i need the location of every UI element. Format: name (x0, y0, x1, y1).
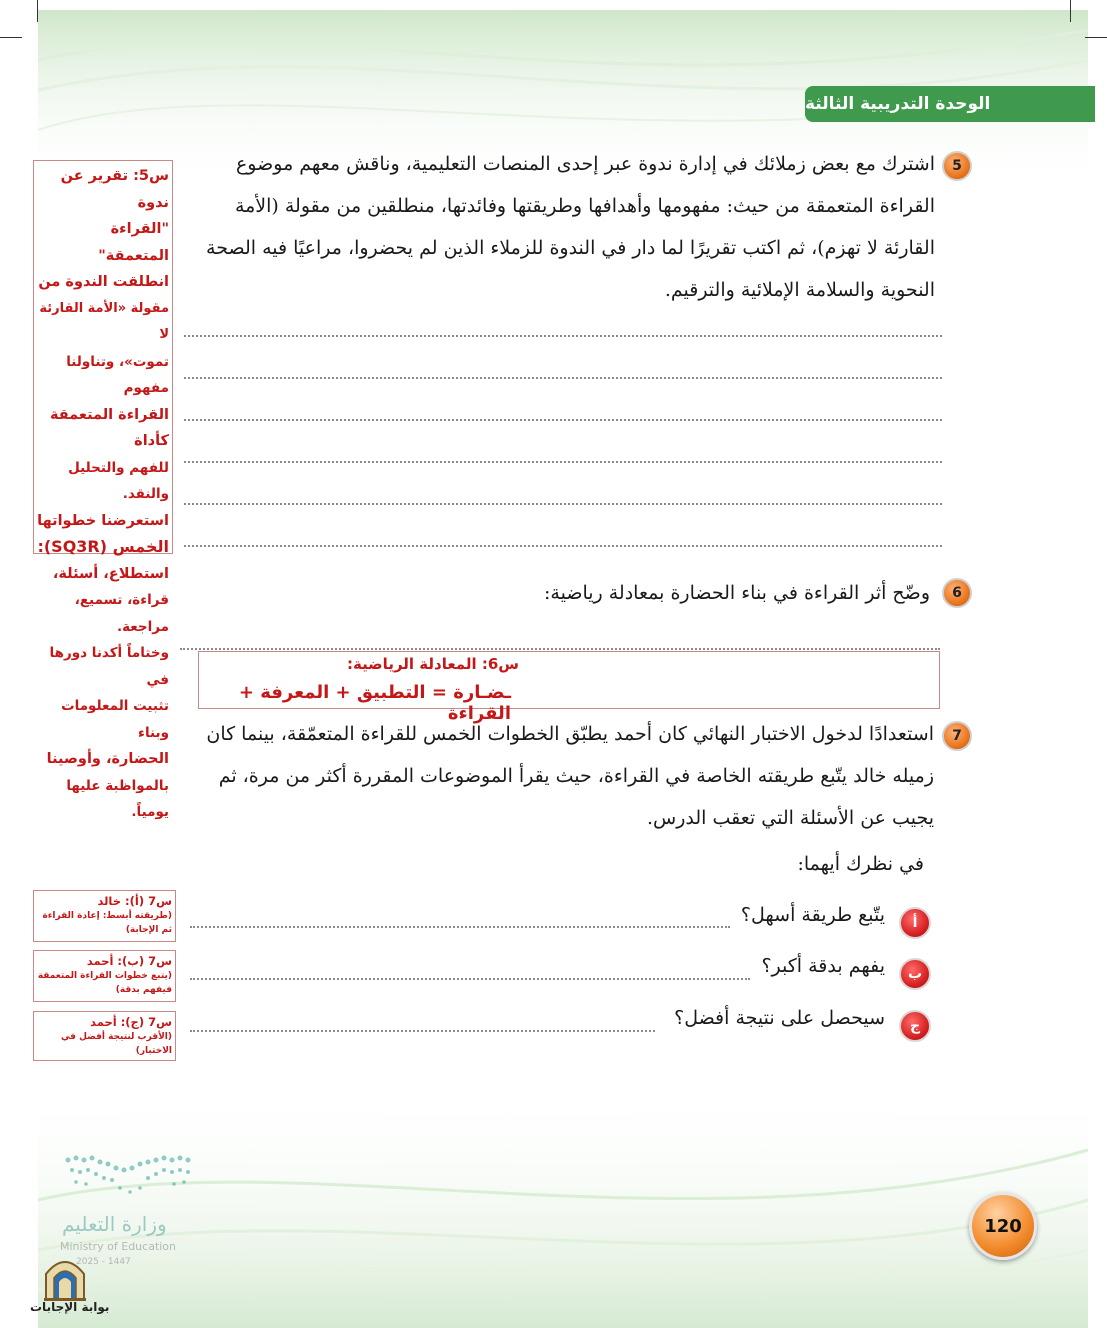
answer-line[interactable] (184, 377, 942, 379)
answer-line[interactable] (184, 461, 942, 463)
answer-5-line: الخمس (SQ3R): (37, 537, 169, 556)
option-b-badge: ب (899, 958, 931, 990)
answer-line[interactable] (190, 926, 730, 928)
answer-7b-detail: (يتبع خطوات القراءة المتعمقة فيفهم بدقة) (37, 971, 172, 995)
question-7-prompt: في نظرك أيهما: (797, 853, 924, 875)
unit-banner-title: الوحدة التدريبية الثالثة (805, 94, 991, 114)
question-5-number: 5 (942, 151, 972, 181)
question-5-line: القارئة لا تهزم)، ثم اكتب تقريرًا لما دار في الندوة للزملاء الذين لم يحضروا، مراعيًا فيه الصحة (206, 237, 935, 259)
answer-line[interactable] (184, 545, 942, 547)
page-number: 120 (984, 1215, 1022, 1237)
answer-7c-detail: (الأقرب لنتيجة أفضل في الاختبار) (60, 1032, 172, 1056)
answer-5-line: س5: تقرير عن ندوة (60, 168, 169, 211)
option-c-badge: ج (899, 1010, 931, 1042)
answer-5-box (33, 160, 173, 820)
answer-line[interactable] (180, 648, 940, 650)
question-7-text (176, 713, 934, 839)
unit-banner (805, 86, 1095, 122)
answer-line[interactable] (184, 419, 942, 421)
answer-5-line: وختاماً أكدنا دورها في (49, 645, 169, 688)
answer-7b-title: س7 (ب): أحمد (86, 954, 172, 968)
answer-line[interactable] (190, 978, 750, 980)
question-6-text: وضّح أثر القراءة في بناء الحضارة بمعادلة رياضية: (544, 582, 930, 604)
answer-7b-box (33, 950, 176, 1002)
question-5-line: النحوية والسلامة الإملائية والترقيم. (664, 279, 935, 301)
answer-5-line: قراءة، تسميع، مراجعة. (74, 592, 169, 635)
crop-mark (1070, 0, 1071, 22)
answer-5-line: تثبيت المعلومات وبناء (61, 698, 169, 741)
answer-5-line: بالمواظبة عليها يومياً. (66, 777, 169, 820)
answer-5-line: مقولة «الأمة القارئة لا (39, 300, 169, 342)
answer-6-box (198, 651, 940, 724)
answer-6-title: س6: المعادلة الرياضية: (346, 655, 519, 673)
question-6-number: 6 (942, 578, 972, 608)
ministry-name-arabic: وزارة التعليم (62, 1212, 167, 1236)
answer-7a-title: س7 (أ): خالد (97, 894, 172, 908)
answer-7c-box (33, 1011, 176, 1061)
option-c-text: سيحصل على نتيجة أفضل؟ (674, 1007, 885, 1029)
ministry-name-english: Ministry of Education (60, 1240, 177, 1253)
question-5-line: اشترك مع بعض زملائك في إدارة ندوة عبر إحدى المنصات التعليمية، وناقش معهم موضوع (235, 153, 935, 175)
answers-gate-logo (42, 1254, 88, 1302)
answer-7a-detail: (طريقته أبسط: إعادة القراءة ثم الإجابة) (42, 911, 172, 935)
answer-line[interactable] (184, 335, 942, 337)
question-7-line: يجيب عن الأسئلة التي تعقب الدرس. (647, 807, 934, 829)
answer-5-line: للفهم والتحليل والنقد. (68, 459, 169, 502)
answer-line[interactable] (190, 1030, 655, 1032)
question-5-line: القراءة المتعمقة من حيث: مفهومها وأهدافها وطريقتها وفائدتها، منطلقين من مقولة (الأمة (234, 195, 935, 217)
answers-gate-label: بوابة الإجابات (30, 1300, 110, 1314)
answer-7c-title: س7 (ج): أحمد (90, 1015, 172, 1029)
option-a-text: يتّبع طريقة أسهل؟ (740, 904, 885, 926)
option-a-badge: أ (899, 907, 931, 939)
answer-5-line: انطلقت الندوة من (38, 274, 169, 290)
question-7-number: 7 (942, 721, 972, 751)
crop-mark (37, 0, 38, 22)
answer-6-equation: ـضـارة = التطبيق + المعرفة + القراءة (238, 682, 511, 724)
answer-7a-box (33, 890, 176, 942)
question-5-text (180, 143, 935, 311)
question-7-line: زميله خالد يتّبع طريقته الخاصة في القراءة، حيث يقرأ الموضوعات المقررة أكثر من مرة، ثم (218, 765, 934, 787)
ministry-year: 2025 - 1447 (76, 1257, 131, 1267)
answer-5-line: استطلاع، أسئلة، (52, 565, 169, 582)
crop-mark (1085, 37, 1107, 38)
answer-5-line: تموت»، وتناولنا مفهوم (66, 353, 169, 396)
page-number-badge (969, 1192, 1037, 1260)
answer-5-line: القراءة المتعمقة كأداة (49, 406, 169, 449)
option-b-text: يفهم بدقة أكبر؟ (761, 955, 885, 977)
crop-mark (0, 37, 22, 38)
answer-line[interactable] (184, 503, 942, 505)
answer-5-line: الحضارة، وأوصينا (46, 751, 169, 767)
answer-5-line: "القراءة المتعمقة" (98, 221, 169, 264)
question-7-line: استعدادًا لدخول الاختبار النهائي كان أحمد يطبّق الخطوات الخمس للقراءة المتعمّقة، بينما كان (206, 723, 934, 745)
answer-5-line: استعرضنا خطواتها (37, 512, 169, 529)
